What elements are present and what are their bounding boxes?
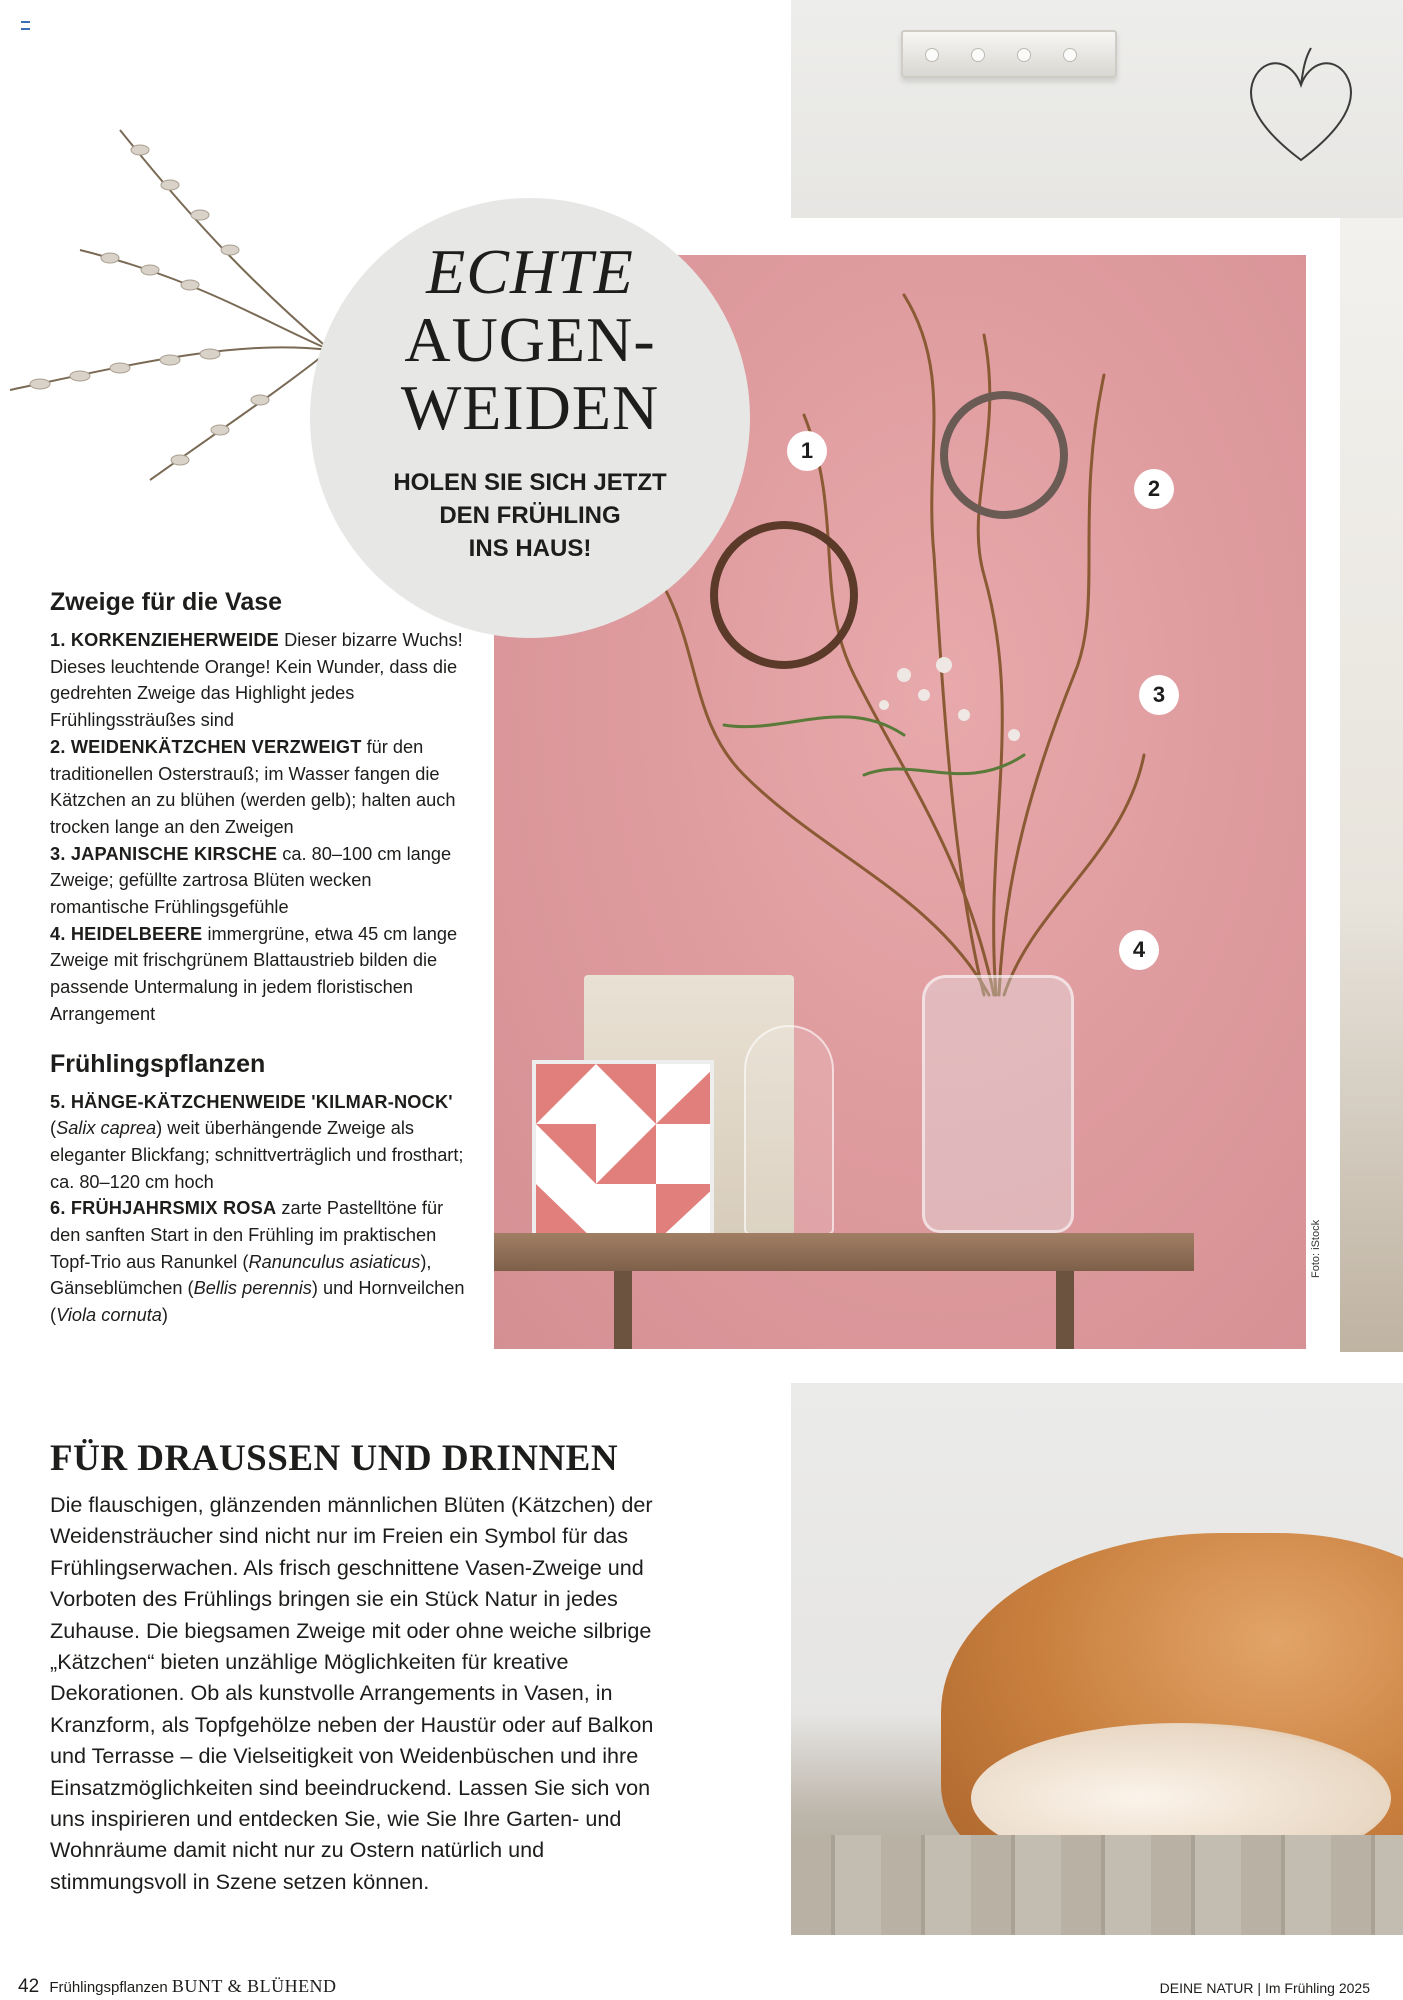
plant-item-name: 6. FRÜHJAHRSMIX ROSA — [50, 1198, 277, 1219]
vase-section-heading: Zweige für die Vase — [50, 588, 283, 616]
page-subtitle — [350, 466, 710, 565]
corner-mark — [21, 21, 30, 30]
title-line-2: AUGEN- — [404, 304, 656, 375]
plant-latin-name: Bellis perennis — [193, 1278, 312, 1299]
wire-heart-icon — [1231, 40, 1371, 180]
footer-section: Frühlingspflanzen — [49, 1979, 168, 1996]
vase-item-name: 2. WEIDENKÄTZCHEN VERZWEIGT — [50, 736, 362, 757]
article-heading: FÜR DRAUSSEN UND DRINNEN — [50, 1438, 619, 1479]
hook-peg — [1017, 48, 1031, 62]
plant-item-text: ), Gänseblümchen ( — [50, 1251, 432, 1299]
hook-rack — [901, 30, 1117, 78]
subtitle-line-2: DEN FRÜHLING — [439, 502, 621, 529]
vase-item — [50, 627, 470, 734]
footer-left — [18, 1976, 337, 1998]
vase-item — [50, 841, 470, 921]
plant-item-text: ) — [161, 1305, 168, 1326]
plant-item-name: 5. HÄNGE-KÄTZCHENWEIDE 'KILMAR-NOCK' — [50, 1091, 453, 1112]
plants-section-heading: Frühlingspflanzen — [50, 1049, 266, 1078]
glass-dome — [744, 1025, 834, 1235]
photo-label-1: 1 — [787, 431, 827, 471]
wall-hook-photo — [791, 0, 1403, 218]
pussy-willow-branch-icon — [0, 90, 340, 490]
vase-item-name: 3. JAPANISCHE KIRSCHE — [50, 843, 278, 864]
vase-item — [50, 734, 470, 841]
vase-item-name: 4. HEIDELBEERE — [50, 923, 203, 944]
plant-item-text: ) und Hornveilchen ( — [50, 1278, 465, 1326]
vase-item-list — [50, 627, 470, 1028]
dog-photo — [791, 1383, 1403, 1935]
vase-item-text: immergrüne, etwa 45 cm lange Zweige mit frischgrünem Blattaustrieb bilden die passende Untermalung in jedem floristischen Arrangement — [50, 923, 458, 1024]
footer-magazine: DEINE NATUR | Im Frühling 2025 — [1159, 1980, 1370, 1996]
vase-item-text: für den traditionellen Osterstrauß; im Wasser fangen die Kätzchen an zu blühen (werden gelb); halten auch trocken lange an den Zweigen — [50, 736, 456, 837]
page-title — [310, 238, 750, 442]
plant-item: 5. HÄNGE-KÄTZCHENWEIDE 'KILMAR-NOCK' (Salix caprea) weit überhängende Zweige als eleganter Blickfang; schnittverträglich und frosthart; ca. 80–120 cm hoch — [50, 1091, 464, 1192]
vase-item-text: ca. 80–100 cm lange Zweige; gefüllte zartrosa Blüten wecken romantische Frühlingsgefühle — [50, 843, 452, 918]
hook-peg — [971, 48, 985, 62]
table-legs — [614, 1271, 1074, 1349]
subtitle-line-1: HOLEN SIE SICH JETZT — [393, 469, 667, 496]
wooden-bench — [791, 1835, 1403, 1935]
title-circle — [310, 198, 750, 638]
plant-item — [50, 1195, 470, 1329]
vase-item-text: Dieser bizarre Wuchs! Dieses leuchtende Orange! Kein Wunder, dass die gedrehten Zweige das Highlight jedes Frühlingssträußes sind — [50, 630, 463, 731]
vase-item — [50, 921, 470, 1028]
photo-label-3: 3 — [1139, 675, 1179, 715]
plant-latin-name: Viola cornuta — [56, 1305, 162, 1326]
plants-item-list — [50, 1089, 470, 1329]
vase-item-name: 1. KORKENZIEHERWEIDE — [50, 630, 280, 650]
sofa-photo-strip — [1340, 218, 1403, 1352]
glass-vase — [922, 975, 1074, 1233]
plant-latin-name: Salix caprea — [56, 1118, 157, 1139]
footer-series: BUNT & BLÜHEND — [171, 1976, 337, 1996]
plant-item-text: weit überhängende Zweige als eleganter Blickfang; schnittverträglich und frosthart; ca. 80–120 cm hoch — [50, 1118, 464, 1192]
hook-peg — [1063, 48, 1077, 62]
title-line-3: WEIDEN — [400, 372, 660, 443]
title-line-1: ECHTE — [426, 236, 634, 307]
plant-latin-name: Ranunculus asiaticus — [248, 1251, 421, 1272]
hook-peg — [925, 48, 939, 62]
patterned-tile — [532, 1060, 714, 1238]
triangle-pattern-icon — [536, 1064, 714, 1238]
photo-label-2: 2 — [1134, 469, 1174, 509]
subtitle-line-3: INS HAUS! — [468, 535, 592, 562]
photo-credit: Foto: iStock — [1310, 1219, 1322, 1278]
plant-item-text: zarte Pastelltöne für den sanften Start in den Frühling im praktischen Topf-Trio aus Ranunkel ( — [50, 1198, 444, 1272]
article-body: Die flauschigen, glänzenden männlichen Blüten (Kätzchen) der Weidensträucher sind nicht nur im Freien ein Symbol für das Frühlingserwachen. Als frisch geschnittene Vasen-Zweige und Vorboten des Frühlings bringen sie ein Stück Natur in jedes Zuhause. Die biegsamen Zweige mit oder ohne weiche silbrige „Kätzchen“ bieten unzählige Möglichkeiten für kreative Dekorationen. Ob als kunstvolle Arrangements in Vasen, in Kranzform, als Topfgehölze neben der Haustür oder auf Balkon und Terrasse – die Vielseitigkeit von Weidenbüschen und ihre Einsatzmöglichkeiten sind beeindruckend. Lassen Sie sich von uns inspirieren und entdecken Sie, wie Sie Ihre Garten- und Wohnräume damit nicht nur zu Ostern natürlich und stimmungsvoll in Szene setzen können. — [50, 1492, 654, 1894]
page-number: 42 — [18, 1976, 40, 1997]
left-text-column — [50, 588, 470, 1329]
wooden-table — [494, 1233, 1194, 1271]
photo-label-4: 4 — [1119, 930, 1159, 970]
